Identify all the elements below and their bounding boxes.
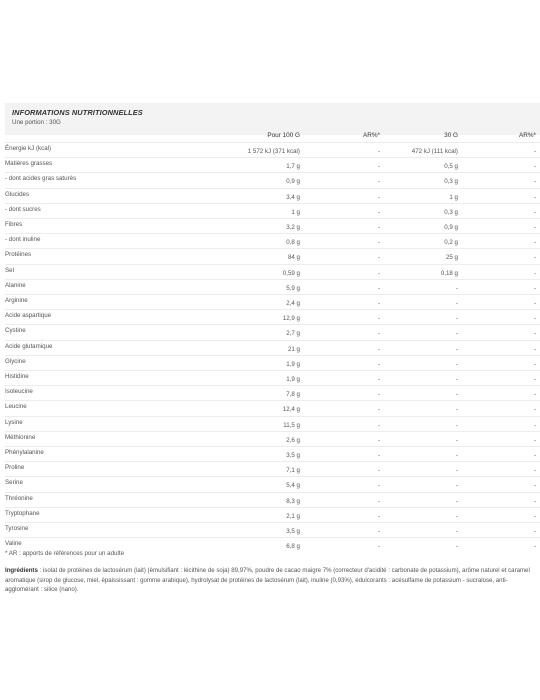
ar-per-100g: - <box>377 178 380 186</box>
row-separator <box>5 416 540 417</box>
value-per-30g: - <box>455 467 458 475</box>
value-per-100g: 8,3 g <box>286 497 300 505</box>
table-row <box>0 372 540 386</box>
ar-per-100g: - <box>377 528 380 535</box>
page-title: INFORMATIONS NUTRITIONNELLES <box>12 108 143 117</box>
ingredients-label: Ingrédients <box>5 567 38 574</box>
ar-per-100g: - <box>377 482 380 490</box>
value-per-100g: 1,9 g <box>286 360 300 368</box>
value-per-100g: 7,1 g <box>286 467 300 475</box>
value-per-30g: - <box>455 436 458 444</box>
ar-per-30g: - <box>533 315 536 323</box>
table-row <box>0 326 540 340</box>
value-per-100g: 1,7 g <box>286 163 300 171</box>
ar-per-100g: - <box>377 224 380 231</box>
table-row <box>0 342 540 356</box>
row-label: Thréonine <box>5 494 33 502</box>
table-row <box>0 402 540 416</box>
table-row <box>0 357 540 371</box>
value-per-30g: - <box>455 497 458 505</box>
row-separator <box>5 355 540 356</box>
row-separator <box>5 142 540 143</box>
value-per-100g: 11,5 g <box>283 421 300 429</box>
ar-per-30g: - <box>533 269 536 277</box>
ar-per-100g: - <box>377 421 380 429</box>
row-separator <box>5 172 540 173</box>
ar-per-100g: - <box>377 254 380 262</box>
value-per-30g: - <box>455 300 458 307</box>
ar-per-100g: - <box>377 543 380 551</box>
row-label: Valine <box>5 540 22 548</box>
value-per-100g: 84 g <box>287 254 300 262</box>
row-separator <box>5 522 540 523</box>
ar-per-30g: - <box>533 406 536 414</box>
row-separator <box>5 157 540 158</box>
value-per-30g: 472 kJ (111 kcal) <box>411 148 458 155</box>
value-per-100g: 7,8 g <box>286 391 300 399</box>
row-label: Proline <box>5 464 25 472</box>
row-separator <box>5 279 540 280</box>
column-header-per-100g: Pour 100 G <box>267 132 300 139</box>
table-row <box>0 433 540 447</box>
value-per-100g: 5,4 g <box>286 482 300 490</box>
ar-per-30g: - <box>533 208 536 216</box>
value-per-100g: 3,5 g <box>286 452 300 459</box>
row-label: Phénylalanine <box>5 449 44 456</box>
ar-per-100g: - <box>377 512 380 520</box>
value-per-30g: - <box>455 543 458 551</box>
row-separator <box>5 203 540 204</box>
row-label: Méthionine <box>5 433 36 441</box>
row-separator <box>5 431 540 432</box>
row-label: - dont inuline <box>5 236 41 244</box>
portion-size: Une portion : 30G <box>12 119 61 126</box>
value-per-30g: 1 g <box>449 193 458 201</box>
value-per-100g: 3,5 g <box>286 528 300 535</box>
value-per-100g: 0,59 g <box>282 269 300 277</box>
row-separator <box>5 233 540 234</box>
row-separator <box>5 446 540 447</box>
ar-per-100g: - <box>377 148 380 155</box>
table-row <box>0 478 540 492</box>
value-per-100g: 2,7 g <box>286 330 300 338</box>
row-separator <box>5 248 540 249</box>
ar-per-100g: - <box>377 345 380 353</box>
row-separator <box>5 507 540 508</box>
ar-per-30g: - <box>533 421 536 429</box>
row-separator <box>5 492 540 493</box>
ar-per-100g: - <box>377 315 380 323</box>
ar-per-30g: - <box>533 300 536 307</box>
value-per-30g: - <box>455 528 458 535</box>
row-separator <box>5 385 540 386</box>
row-label: Énergie kJ (kcal) <box>5 145 52 152</box>
row-label: Matières grasses <box>5 160 53 168</box>
value-per-30g: 0,9 g <box>444 224 458 231</box>
row-separator <box>5 340 540 341</box>
row-separator <box>5 264 540 265</box>
value-per-100g: 3,2 g <box>286 224 300 231</box>
ar-per-30g: - <box>533 543 536 551</box>
row-label: Lysine <box>5 418 23 426</box>
ar-per-30g: - <box>533 254 536 262</box>
table-row <box>0 250 540 264</box>
ar-per-30g: - <box>533 360 536 368</box>
table-row <box>0 509 540 523</box>
ar-per-100g: - <box>377 497 380 505</box>
ar-per-30g: - <box>533 239 536 247</box>
ar-per-100g: - <box>377 406 380 414</box>
row-separator <box>5 476 540 477</box>
value-per-30g: - <box>455 482 458 490</box>
ar-per-30g: - <box>533 193 536 201</box>
value-per-30g: - <box>455 376 458 383</box>
value-per-30g: 0,2 g <box>444 239 458 247</box>
row-label: - dont acides gras saturés <box>5 175 77 183</box>
footnote: * AR : apports de références pour un adulte <box>5 550 125 557</box>
ar-per-100g: - <box>377 163 380 171</box>
row-separator <box>5 324 540 325</box>
ar-per-30g: - <box>533 376 536 383</box>
ar-per-100g: - <box>377 391 380 399</box>
row-label: - dont sucres <box>5 205 41 213</box>
ar-per-30g: - <box>533 467 536 475</box>
ar-per-100g: - <box>377 284 380 292</box>
value-per-30g: 0,5 g <box>444 163 458 171</box>
value-per-30g: - <box>455 284 458 292</box>
table-row <box>0 235 540 249</box>
table-row <box>0 448 540 462</box>
column-header-ar-100g: AR%* <box>362 132 380 139</box>
ar-per-100g: - <box>377 300 380 307</box>
value-per-30g: 0,3 g <box>444 208 458 216</box>
row-label: Sel <box>5 266 14 274</box>
row-label: Protéines <box>5 251 32 259</box>
ar-per-30g: - <box>533 528 536 535</box>
row-label: Leucine <box>5 403 27 411</box>
value-per-100g: 2,6 g <box>286 436 300 444</box>
value-per-30g: - <box>455 345 458 353</box>
row-separator <box>5 537 540 538</box>
ar-per-30g: - <box>533 148 536 155</box>
ingredients <box>5 566 537 595</box>
value-per-100g: 1 572 kJ (371 kcal) <box>247 148 300 155</box>
ar-per-100g: - <box>377 467 380 475</box>
value-per-100g: 6,8 g <box>286 543 300 551</box>
ar-per-100g: - <box>377 193 380 201</box>
table-row <box>0 220 540 234</box>
ar-per-30g: - <box>533 163 536 171</box>
value-per-100g: 1 g <box>291 208 300 216</box>
row-label: Isoleucine <box>5 388 33 396</box>
value-per-100g: 1,9 g <box>286 376 300 383</box>
ar-per-30g: - <box>533 482 536 490</box>
table-row <box>0 387 540 401</box>
row-label: Arginine <box>5 297 28 304</box>
ar-per-30g: - <box>533 436 536 444</box>
row-separator <box>5 400 540 401</box>
value-per-100g: 2,4 g <box>286 300 300 307</box>
table-row <box>0 463 540 477</box>
row-label: Acide glutamique <box>5 342 53 350</box>
row-label: Serine <box>5 479 23 487</box>
ar-per-100g: - <box>377 452 380 459</box>
table-row <box>0 494 540 508</box>
row-label: Tryptophane <box>5 509 40 517</box>
value-per-30g: - <box>455 330 458 338</box>
row-separator <box>5 461 540 462</box>
ar-per-100g: - <box>377 330 380 338</box>
value-per-30g: 0,3 g <box>444 178 458 186</box>
row-label: Histidine <box>5 373 29 380</box>
row-separator <box>5 309 540 310</box>
ar-per-30g: - <box>533 224 536 231</box>
ar-per-100g: - <box>377 376 380 383</box>
ar-per-100g: - <box>377 239 380 247</box>
table-row <box>0 159 540 173</box>
table-row <box>0 524 540 538</box>
table-row <box>0 174 540 188</box>
table-row <box>0 266 540 280</box>
value-per-30g: - <box>455 421 458 429</box>
row-label: Alanine <box>5 281 26 289</box>
ar-per-30g: - <box>533 391 536 399</box>
table-row <box>0 281 540 295</box>
value-per-30g: - <box>455 360 458 368</box>
ar-per-30g: - <box>533 512 536 520</box>
row-separator <box>5 370 540 371</box>
column-header-per-30g: 30 G <box>444 132 458 139</box>
ar-per-30g: - <box>533 452 536 459</box>
ar-per-30g: - <box>533 284 536 292</box>
value-per-30g: - <box>455 391 458 399</box>
row-separator <box>5 218 540 219</box>
value-per-100g: 0,8 g <box>286 239 300 247</box>
value-per-30g: - <box>455 452 458 459</box>
value-per-30g: 0,18 g <box>440 269 458 277</box>
row-label: Tyrosine <box>5 525 29 532</box>
ar-per-30g: - <box>533 345 536 353</box>
table-row <box>0 296 540 310</box>
ar-per-30g: - <box>533 178 536 186</box>
value-per-30g: - <box>455 315 458 323</box>
value-per-100g: 12,9 g <box>282 315 300 323</box>
row-label: Acide aspartique <box>5 312 52 320</box>
value-per-100g: 12,4 g <box>282 406 300 414</box>
table-row <box>0 190 540 204</box>
value-per-30g: 25 g <box>445 254 458 262</box>
table-row <box>0 144 540 158</box>
ar-per-100g: - <box>377 360 380 368</box>
ar-per-30g: - <box>533 330 536 338</box>
ar-per-100g: - <box>377 269 380 277</box>
column-header-ar-30g: AR%* <box>518 132 536 139</box>
value-per-100g: 21 g <box>287 345 300 353</box>
table-row <box>0 205 540 219</box>
value-per-100g: 0,9 g <box>286 178 300 186</box>
table-row <box>0 418 540 432</box>
value-per-100g: 5,9 g <box>286 284 300 292</box>
ingredients-text: : isolat de protéines de lactosérum (lait) (émulsifiant : lécithine de soja) 89,97%, poudre de cacao maigre 7% (correcteur d'acidité : carbonate de potassium), arôme naturel et caramel aromatique (sirop de glucose, miel, épaississant : gomme arabique), hydrolysat de protéines de lactosérum (lait), inuline (0,93%), édulcorants : acésulfame de potassium - sucralose, anti-agglomérant : silice (nano). <box>5 567 530 594</box>
row-separator <box>5 294 540 295</box>
value-per-100g: 3,4 g <box>286 193 300 201</box>
row-separator <box>5 188 540 189</box>
value-per-30g: - <box>455 512 458 520</box>
row-label: Glycine <box>5 357 26 365</box>
value-per-30g: - <box>455 406 458 414</box>
value-per-100g: 2,1 g <box>286 512 300 520</box>
ar-per-100g: - <box>377 436 380 444</box>
ar-per-100g: - <box>377 208 380 216</box>
row-label: Fibres <box>5 221 23 228</box>
row-label: Cystine <box>5 327 26 335</box>
ar-per-30g: - <box>533 497 536 505</box>
row-label: Glucides <box>5 190 30 198</box>
table-row <box>0 311 540 325</box>
